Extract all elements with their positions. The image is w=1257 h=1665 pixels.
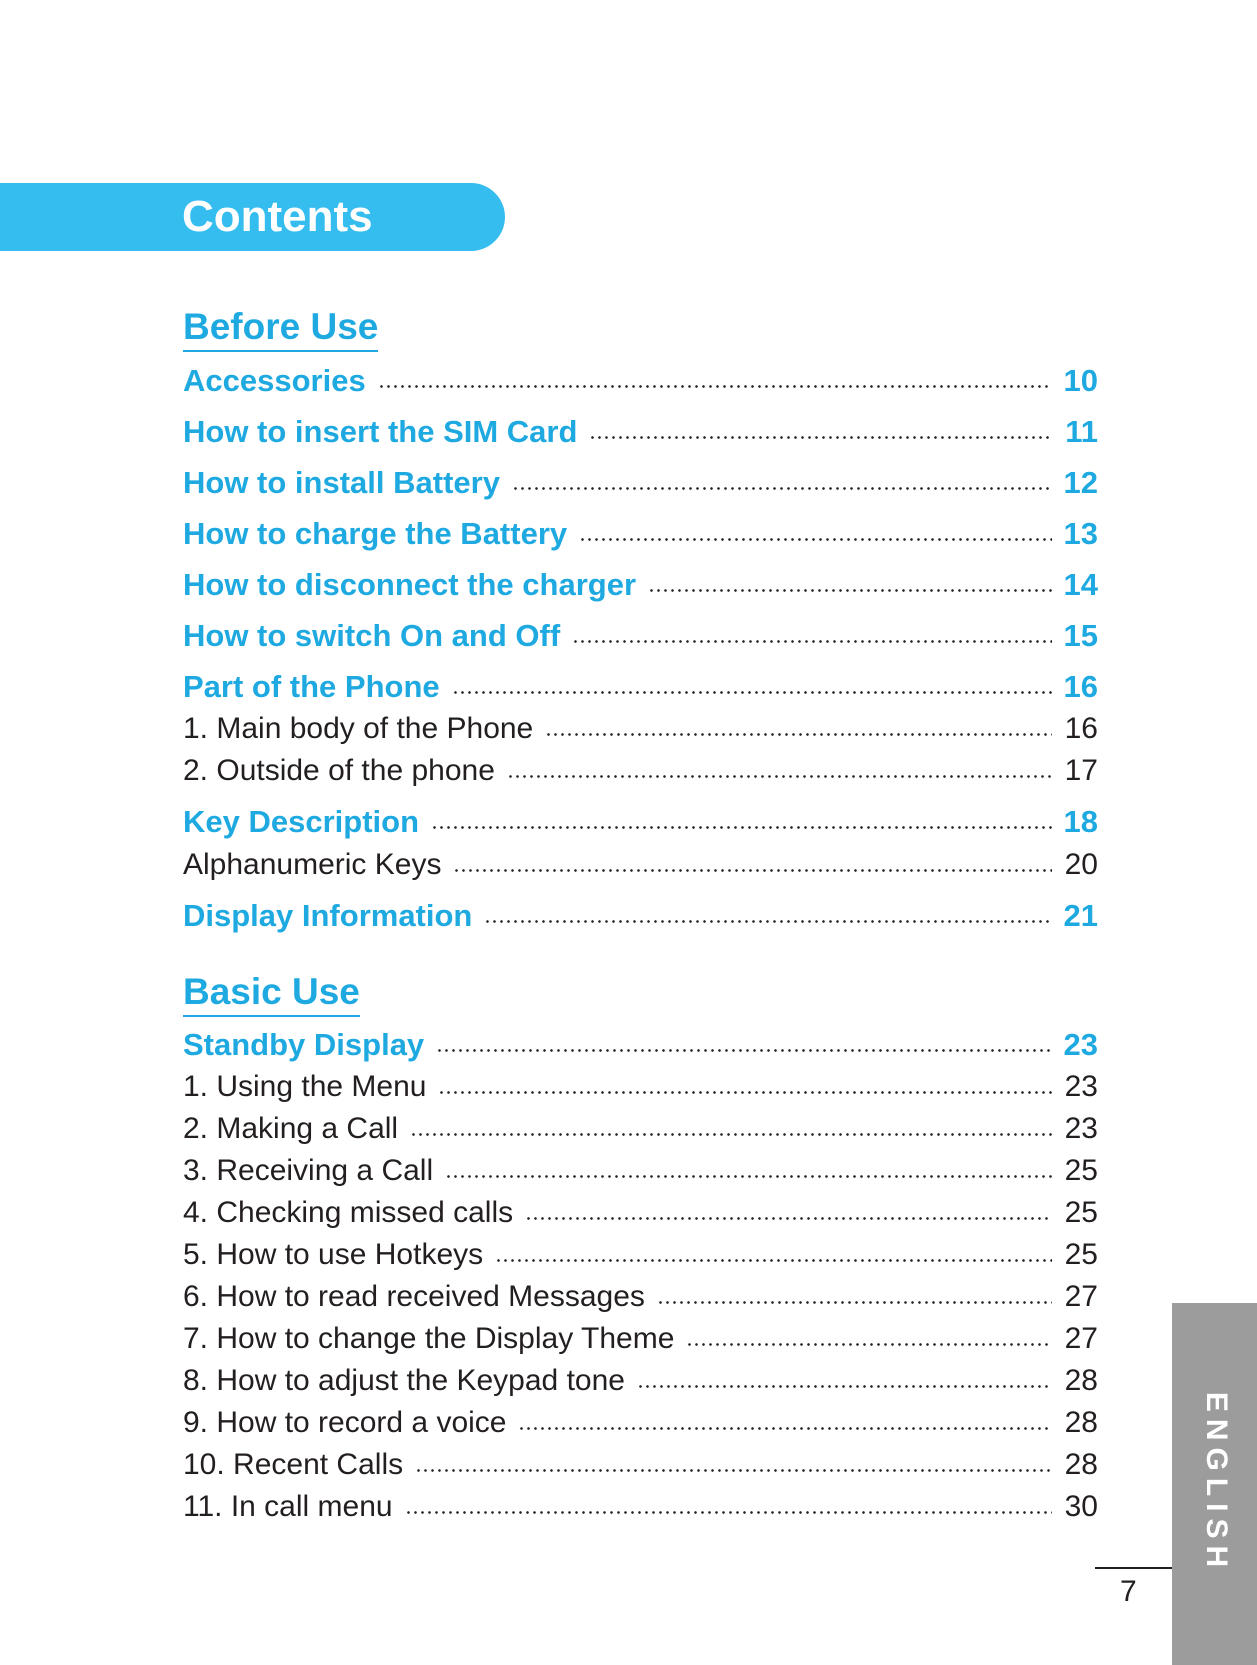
toc-entry[interactable] — [183, 616, 1098, 656]
toc-entry-page: 21 — [1063, 898, 1098, 933]
toc-entry[interactable] — [183, 896, 1098, 936]
section-heading-before-use: Before Use — [183, 305, 378, 352]
toc-entry[interactable] — [183, 1487, 1098, 1527]
toc-entry-page: 10 — [1063, 363, 1098, 398]
toc-entry-page: 25 — [1064, 1196, 1098, 1229]
toc-entry-title: 7. How to change the Display Theme — [183, 1322, 675, 1355]
toc-entry-title: 1. Main body of the Phone — [183, 712, 534, 745]
toc-entry-page: 23 — [1063, 1027, 1098, 1062]
toc-entry[interactable] — [183, 1193, 1098, 1233]
toc-entry-title: 9. How to record a voice — [183, 1406, 507, 1439]
toc-entry[interactable] — [183, 1151, 1098, 1191]
toc-entry-page: 20 — [1064, 848, 1098, 881]
dot-leader — [637, 1385, 1052, 1388]
toc-entry-title: How to install Battery — [183, 465, 500, 500]
dot-leader — [445, 1175, 1052, 1178]
toc-entry-title: 2. Making a Call — [183, 1112, 399, 1145]
toc-entry-page: 25 — [1064, 1154, 1098, 1187]
toc-entry[interactable] — [183, 1235, 1098, 1275]
contents-banner — [0, 183, 505, 251]
toc-entry-title: Key Description — [183, 804, 420, 839]
dot-leader — [525, 1217, 1052, 1220]
toc-entry[interactable] — [183, 514, 1098, 554]
toc-entry[interactable] — [183, 667, 1098, 707]
toc-entry-page: 28 — [1064, 1364, 1098, 1397]
footer-rule — [1095, 1567, 1172, 1569]
dot-leader — [589, 436, 1052, 439]
dot-leader — [405, 1511, 1052, 1514]
toc-entry-page: 23 — [1064, 1070, 1098, 1103]
toc-entry[interactable] — [183, 361, 1098, 401]
toc-entry-page: 16 — [1064, 712, 1098, 745]
toc-entry[interactable] — [183, 1319, 1098, 1359]
toc-entry-page: 11 — [1065, 414, 1098, 449]
toc-entry[interactable] — [183, 1361, 1098, 1401]
dot-leader — [686, 1343, 1052, 1346]
toc-entry-title: 4. Checking missed calls — [183, 1196, 514, 1229]
page-number: 7 — [1120, 1575, 1137, 1608]
dot-leader — [453, 869, 1052, 872]
toc-entry-title: 11. In call menu — [183, 1490, 393, 1523]
toc-entry-title: Alphanumeric Keys — [183, 848, 442, 881]
toc-entry[interactable] — [183, 463, 1098, 503]
toc-entry-title: How to charge the Battery — [183, 516, 568, 551]
dot-leader — [579, 538, 1052, 541]
dot-leader — [495, 1259, 1052, 1262]
dot-leader — [452, 691, 1052, 694]
toc-entry[interactable] — [183, 1025, 1098, 1065]
toc-entry-title: Accessories — [183, 363, 366, 398]
toc-entry-page: 15 — [1063, 618, 1098, 653]
toc-entry-page: 28 — [1064, 1448, 1098, 1481]
dot-leader — [518, 1427, 1052, 1430]
toc-entry-title: Standby Display — [183, 1027, 425, 1062]
dot-leader — [545, 733, 1052, 736]
language-label: ENGLISH — [1200, 1391, 1233, 1575]
toc-entry-page: 30 — [1064, 1490, 1098, 1523]
toc-entry-page: 23 — [1064, 1112, 1098, 1145]
dot-leader — [657, 1301, 1052, 1304]
toc-entry-page: 25 — [1064, 1238, 1098, 1271]
toc-entry[interactable] — [183, 412, 1098, 452]
toc-entry-title: 1. Using the Menu — [183, 1070, 427, 1103]
dot-leader — [438, 1091, 1052, 1094]
toc-entry-title: 10. Recent Calls — [183, 1448, 404, 1481]
dot-leader — [410, 1133, 1052, 1136]
section-heading-basic-use: Basic Use — [183, 970, 360, 1017]
toc-entry-title: 8. How to adjust the Keypad tone — [183, 1364, 625, 1397]
toc-entry-title: 5. How to use Hotkeys — [183, 1238, 484, 1271]
page-title: Contents — [182, 192, 373, 241]
toc-entry-title: How to disconnect the charger — [183, 567, 637, 602]
dot-leader — [507, 775, 1052, 778]
toc-entry-page: 13 — [1063, 516, 1098, 551]
dot-leader — [572, 640, 1052, 643]
toc-entry[interactable] — [183, 845, 1098, 885]
dot-leader — [648, 589, 1052, 592]
toc-entry-title: Part of the Phone — [183, 669, 440, 704]
toc-entry-page: 17 — [1064, 754, 1098, 787]
toc-entry[interactable] — [183, 709, 1098, 749]
toc-entry-title: How to switch On and Off — [183, 618, 561, 653]
toc-entry[interactable] — [183, 1067, 1098, 1107]
toc-entry-page: 16 — [1063, 669, 1098, 704]
toc-entry-title: 2. Outside of the phone — [183, 754, 495, 787]
dot-leader — [436, 1049, 1052, 1052]
dot-leader — [512, 487, 1052, 490]
toc-entry-page: 28 — [1064, 1406, 1098, 1439]
toc-entry[interactable] — [183, 1109, 1098, 1149]
toc-entry-page: 12 — [1063, 465, 1098, 500]
dot-leader — [415, 1469, 1052, 1472]
toc-entry[interactable] — [183, 1403, 1098, 1443]
toc-entry-page: 27 — [1064, 1322, 1098, 1355]
toc-entry[interactable] — [183, 1277, 1098, 1317]
toc-entry-title: 3. Receiving a Call — [183, 1154, 434, 1187]
toc-entry-title: Display Information — [183, 898, 473, 933]
dot-leader — [431, 826, 1052, 829]
toc-entry[interactable] — [183, 1445, 1098, 1485]
toc-entry[interactable] — [183, 751, 1098, 791]
dot-leader — [484, 920, 1052, 923]
toc-entry-title: 6. How to read received Messages — [183, 1280, 645, 1313]
dot-leader — [378, 385, 1052, 388]
toc-entry[interactable] — [183, 802, 1098, 842]
toc-entry-page: 27 — [1064, 1280, 1098, 1313]
toc-entry-title: How to insert the SIM Card — [183, 414, 578, 449]
language-side-tab — [1172, 1303, 1257, 1665]
toc-entry[interactable] — [183, 565, 1098, 605]
toc-entry-page: 14 — [1063, 567, 1098, 602]
toc-entry-page: 18 — [1063, 804, 1098, 839]
